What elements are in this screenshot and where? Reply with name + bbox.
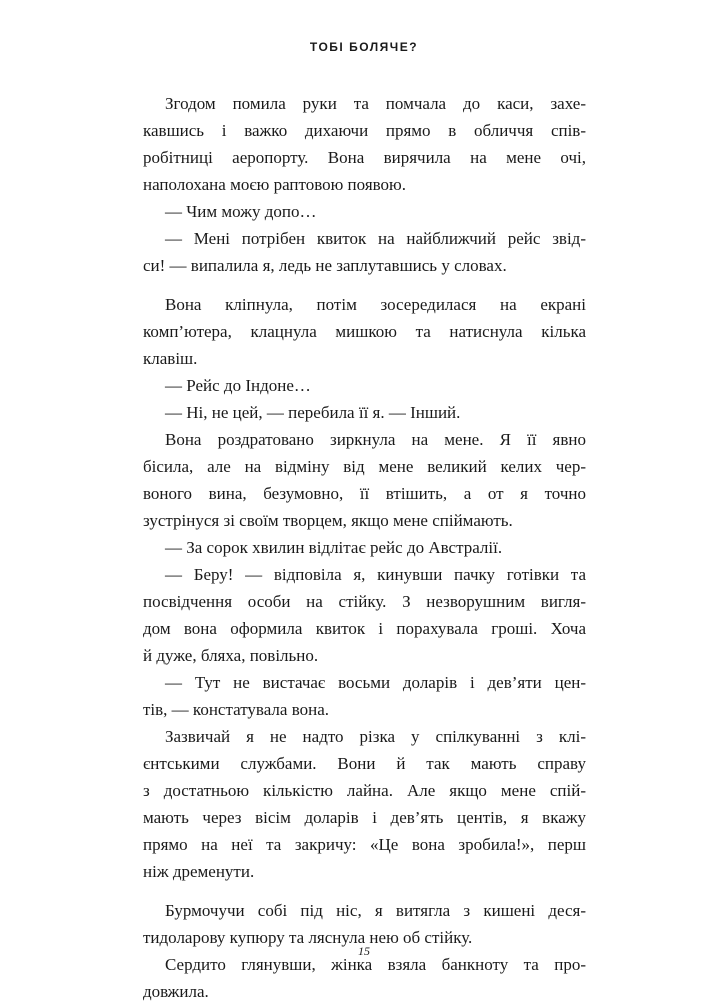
text-line: воного вина, безумовно, її втішить, а от я точно — [143, 484, 586, 503]
text-line: — Тут не вистачає восьми доларів і дев’яти цен- — [165, 673, 586, 692]
text-line: робітниці аеропорту. Вона вирячила на мене очі, — [143, 148, 586, 167]
text-line: довжила. — [143, 982, 209, 1001]
text-line: — Беру! — відповіла я, кинувши пачку готівки та — [165, 565, 586, 584]
text-line: Бурмочучи собі під ніс, я витягла з кишені деся- — [165, 901, 586, 920]
text-line: й дуже, бляха, повільно. — [143, 646, 319, 665]
text-line: дом вона оформила квиток і порахувала гроші. Хоча — [143, 619, 586, 638]
text-line: Вона роздратовано зиркнула на мене. Я її явно — [165, 430, 586, 449]
text-line: кавшись і важко дихаючи прямо в обличчя спів- — [143, 121, 586, 140]
text-line: — За сорок хвилин відлітає рейс до Австралії. — [165, 538, 503, 557]
text-line: наполохана моєю раптовою появою. — [143, 175, 407, 194]
text-line: ніж дременути. — [143, 862, 255, 881]
text-line: посвідчення особи на стійку. З незворушним вигля- — [143, 592, 586, 611]
text-line: — Рейс до Індоне… — [165, 376, 311, 395]
page-number: 15 — [358, 944, 370, 958]
paragraph-gap — [143, 279, 586, 291]
text-line: си! — випалила я, ледь не заплутавшись у словах. — [143, 256, 507, 275]
text-line: комп’ютера, клацнула мишкою та натиснула кілька — [143, 322, 586, 341]
text-line: клавіш. — [143, 349, 198, 368]
text-line: з достатньою кількістю лайна. Але якщо мене спій- — [143, 781, 586, 800]
body-text — [143, 90, 586, 1005]
text-line: Згодом помила руки та помчала до каси, захе- — [165, 94, 586, 113]
text-line: єнтськими службами. Вони й так мають справу — [143, 754, 586, 773]
text-line: Сердито глянувши, жінка взяла банкноту та про- — [165, 955, 586, 974]
text-line: тів, — констатувала вона. — [143, 700, 329, 719]
text-line: — Чим можу допо… — [165, 202, 317, 221]
text-line: — Ні, не цей, — перебила її я. — Інший. — [165, 403, 461, 422]
text-line: Зазвичай я не надто різка у спілкуванні з клі- — [165, 727, 586, 746]
text-line: зустрінуся зі своїм творцем, якщо мене спіймають. — [143, 511, 513, 530]
text-line: мають через вісім доларів і дев’ять центів, я вкажу — [143, 808, 586, 827]
text-line: тидоларову купюру та ляснула нею об стійку. — [143, 928, 473, 947]
text-line: Вона кліпнула, потім зосередилася на екрані — [165, 295, 586, 314]
text-line: прямо на неї та закричу: «Це вона зробила!», перш — [143, 835, 586, 854]
text-line: — Мені потрібен квиток на найближчий рейс звід- — [165, 229, 586, 248]
running-head-title: ТОБІ БОЛЯЧЕ? — [309, 40, 419, 54]
paragraph-gap — [143, 885, 586, 897]
text-line: бісила, але на відміну від мене великий келих чер- — [143, 457, 586, 476]
